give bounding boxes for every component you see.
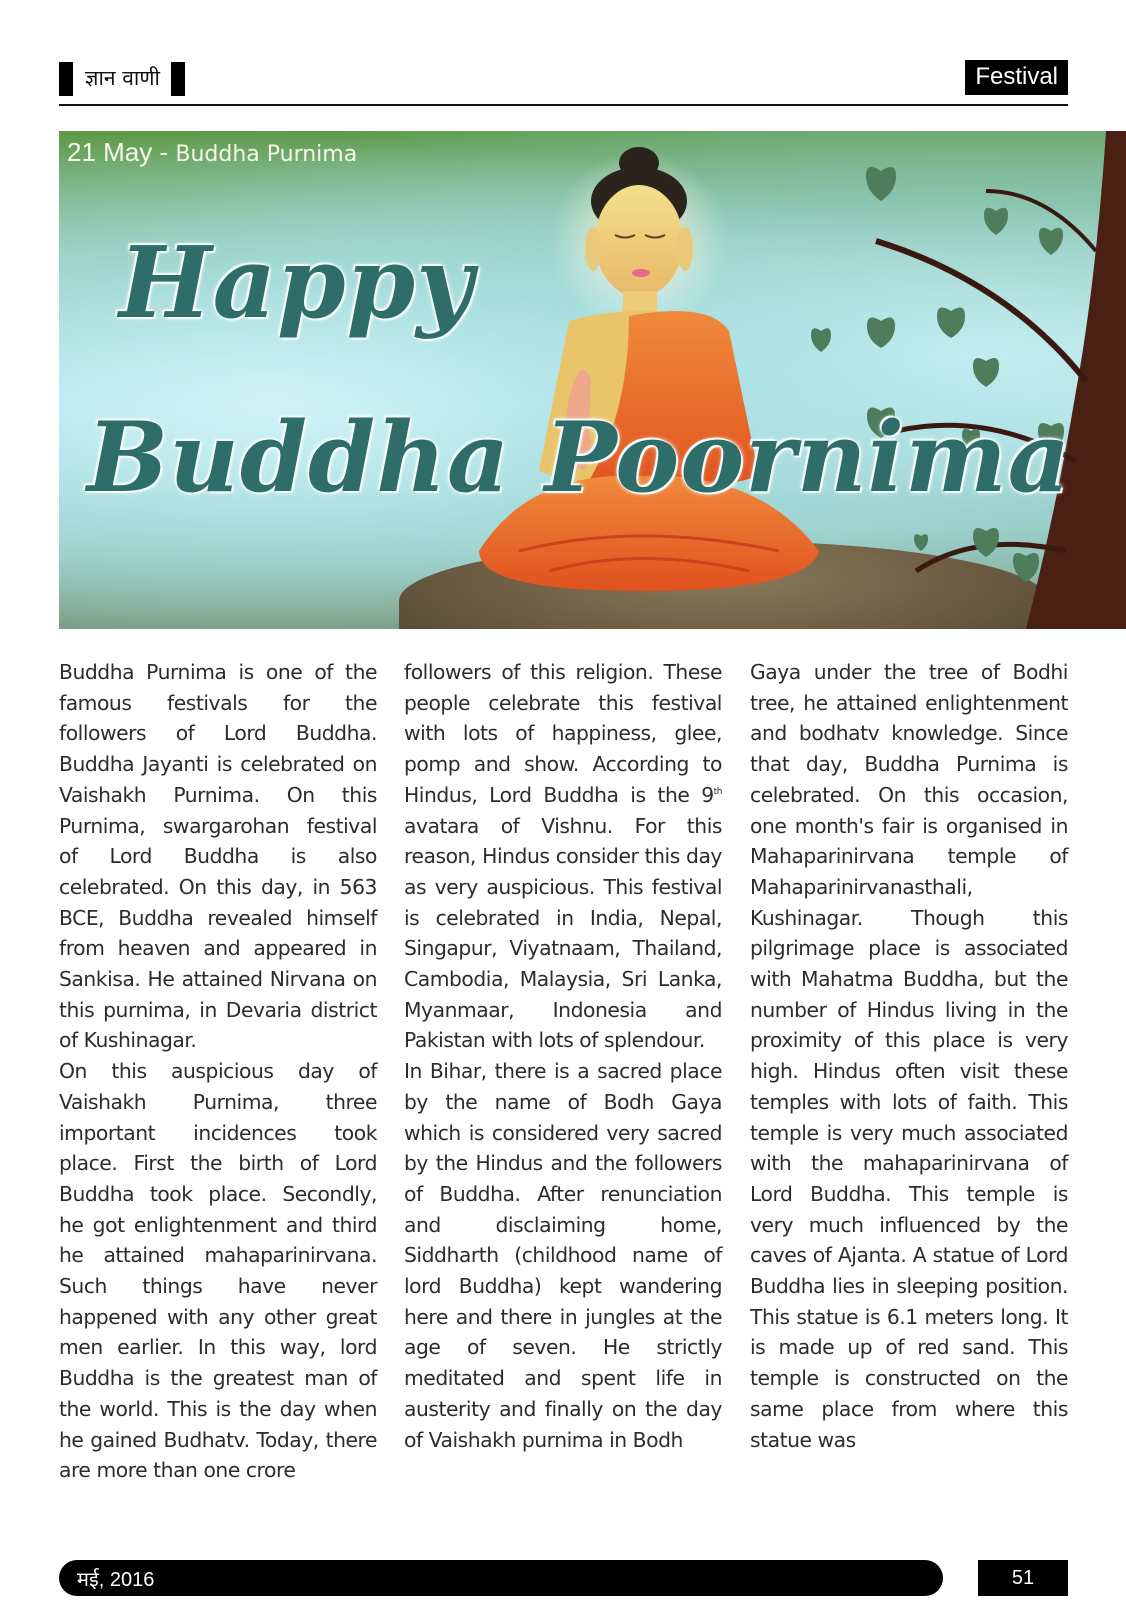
section-label: Festival (965, 60, 1068, 95)
paragraph (404, 657, 722, 1056)
page-footer (59, 1560, 1068, 1596)
leaf-icon (973, 528, 999, 557)
lips (632, 269, 650, 277)
leaf-icon (937, 307, 965, 338)
banner-date: 21 May - (67, 137, 176, 167)
banner-festival-name: Buddha Purnima (175, 142, 358, 167)
leaf-icon (1039, 228, 1063, 255)
leaf-icon (811, 328, 831, 352)
paragraph: Gaya under the tree of Bodhi tree, he attained enlightenment and bodhatv knowledge. Since that day, Buddha Purnima is celebrated. On this occasion, one month's fair is organised in Mahaparinirvana temple of Mahaparinirvanasthali, Kushinagar. Though this pilgrimage place is associated with Mahatma Buddha, but the number of Hindus living in the proximity of this place is very high. Hindus often visit these temples with lots of faith. This temple is very much associated with the mahaparinirvana of Lord Buddha. This temple is very much influenced by the caves of Ajanta. A statue of Lord Buddha lies in sleeping position. This statue is 6.1 meters long. It is made up of red sand. This temple is constructed on the same place from where this statue was (750, 660, 1068, 1452)
face (595, 185, 683, 297)
page-header (59, 58, 1068, 106)
ordinal-suffix: th (713, 787, 722, 798)
leaf-icon (1013, 553, 1039, 582)
header-block-right (171, 62, 185, 96)
banner-title-buddha-poornima: Buddha Poornima (87, 401, 1071, 514)
banner-image (59, 131, 1126, 629)
banner-title-happy: Happy (119, 226, 475, 341)
article-column-2 (404, 657, 722, 1455)
paragraph: Buddha Purnima is one of the famous festivals for the followers of Lord Buddha. Buddha Jayanti is celebrated on Vaishakh Purnima. On this Purnima, swargarohan festival of Lord Buddha is also celebrated. On this day, in 563 BCE, Buddha revealed himself from heaven and appeared in Sankisa. He attained Nirvana on this purnima, in Devaria district of Kushinagar. (59, 660, 377, 1053)
paragraph-text: followers of this religion. These people celebrate this festival with lots of happiness, glee, pomp and show. According to Hindus, Lord Buddha is the 9 (404, 660, 722, 807)
article-column-3 (750, 657, 1068, 1455)
header-rule (59, 104, 1068, 106)
leaf-icon (866, 167, 896, 201)
buddha-illustration (419, 131, 859, 629)
ear-left (585, 227, 601, 271)
footer-bar (59, 1560, 943, 1596)
banner-caption (67, 137, 357, 168)
leaf-icon (973, 358, 999, 387)
article-column-1 (59, 657, 377, 1486)
leaf-icon (984, 208, 1008, 235)
paragraph: In Bihar, there is a sacred place by the name of Bodh Gaya which is considered very sacred by the Hindus and the followers of Buddha. After renunciation and disclaiming home, Siddharth (childhood name of lord Buddha) kept wandering here and there in jungles at the age of seven. He strictly meditated and spent life in austerity and finally on the day of Vaishakh purnima in Bodh (404, 1059, 722, 1452)
issue-date: मई, 2016 (77, 1569, 155, 1591)
paragraph: On this auspicious day of Vaishakh Purnima, three important incidences took place. First the birth of Lord Buddha took place. Secondly, he got enlightenment and third he attained mahaparinirvana. Such things have never happened with any other great men earlier. In this way, lord Buddha is the greatest man of the world. This is the day when he gained Budhatv. Today, there are more than one crore (59, 1059, 377, 1483)
article-body (59, 657, 1068, 1483)
leaf-icon (914, 534, 928, 551)
bodhi-tree-illustration (806, 131, 1126, 629)
ear-right (677, 227, 693, 271)
leaf-icon (867, 317, 895, 348)
publication-name: ज्ञान वाणी (85, 66, 160, 90)
paragraph-text: avatara of Vishnu. For this reason, Hindus consider this day as very auspicious. This festival is celebrated in India, Nepal, Singapur, Viyatnaam, Thailand, Cambodia, Malaysia, Sri Lanka, Myanmaar, Indonesia and Pakistan with lots of splendour. (404, 813, 722, 1053)
header-block-left (59, 62, 73, 96)
page-number: 51 (978, 1560, 1068, 1596)
